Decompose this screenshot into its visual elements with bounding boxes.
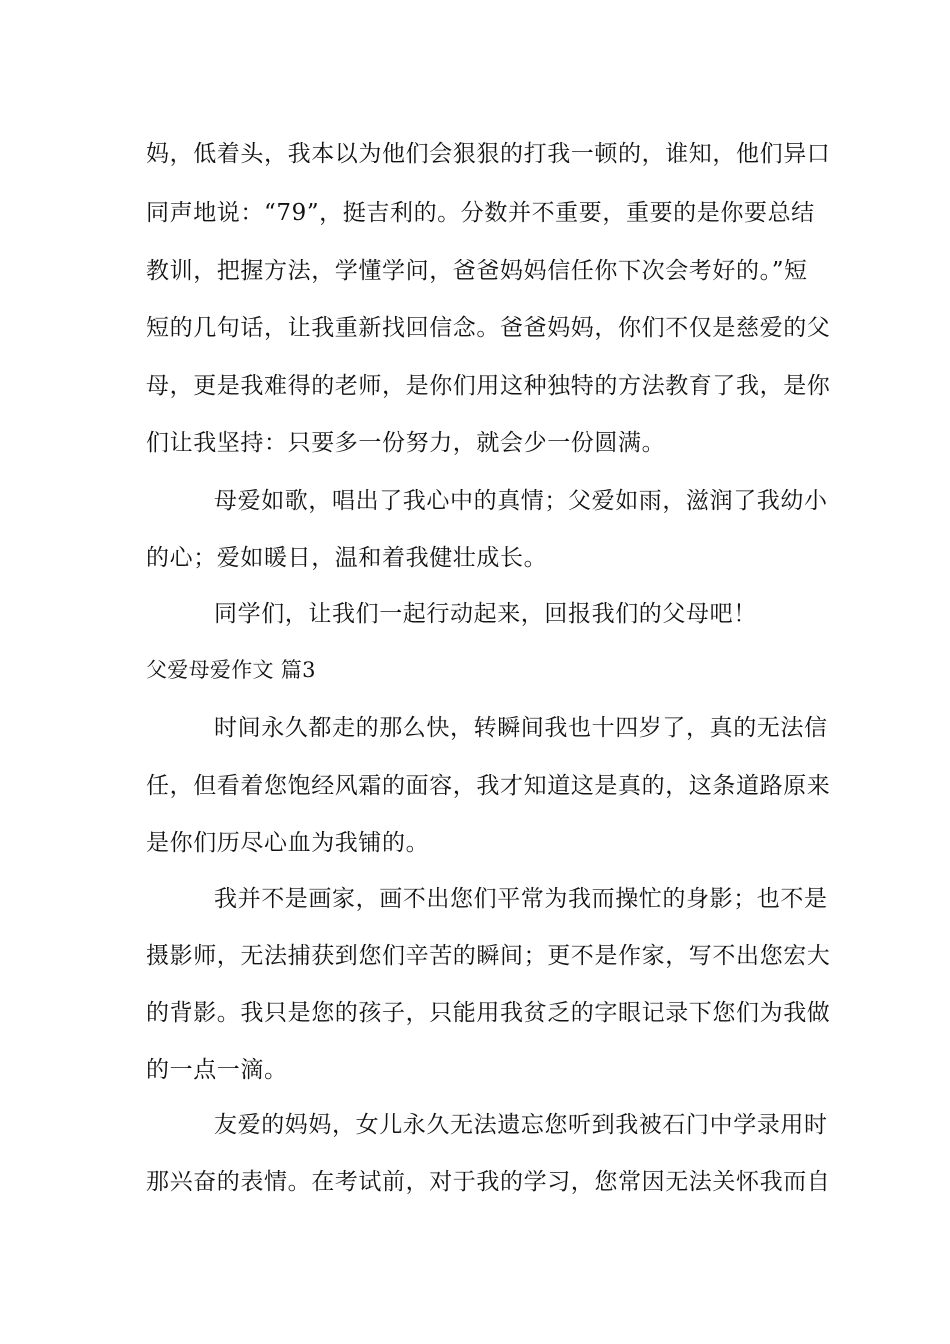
paragraph-2-line-2: 的心；爱如暖日，温和着我健壮成长。 [146,545,548,571]
paragraph-4-line-1: 时间永久都走的那么快，转瞬间我也十四岁了，真的无法信 [214,715,828,741]
paragraph-5-line-1: 我并不是画家，画不出您们平常为我而操忙的身影；也不是 [214,886,828,912]
paragraph-3-line-1: 同学们，让我们一起行动起来，回报我们的父母吧！ [214,601,757,627]
paragraph-6-line-2: 那兴奋的表情。在考试前，对于我的学习，您常因无法关怀我而自 [146,1169,831,1195]
paragraph-6-line-1: 友爱的妈妈，女儿永久无法遗忘您听到我被石门中学录用时 [214,1112,828,1138]
paragraph-1-line-1: 妈，低着头，我本以为他们会狠狠的打我一顿的，谁知，他们异口 [146,141,831,167]
paragraph-5-line-2: 摄影师，无法捕获到您们辛苦的瞬间；更不是作家，写不出您宏大 [146,943,831,969]
paragraph-5-line-4: 的一点一滴。 [146,1057,288,1083]
paragraph-4-line-2: 任，但看着您饱经风霜的面容，我才知道这是真的，这条道路原来 [146,773,831,799]
paragraph-2-line-1: 母爱如歌，唱出了我心中的真情；父爱如雨，滋润了我幼小 [214,488,828,514]
paragraph-1-line-3: 教训，把握方法，学懂学问，爸爸妈妈信任你下次会考好的。”短 [146,258,808,284]
paragraph-5-line-3: 的背影。我只是您的孩子，只能用我贫乏的字眼记录下您们为我做 [146,1000,831,1026]
paragraph-1-line-6: 们让我坚持：只要多一份努力，就会少一份圆满。 [146,430,666,456]
section-heading: 父爱母爱作文 篇3 [146,658,316,682]
paragraph-4-line-3: 是你们历尽心血为我铺的。 [146,830,430,856]
paragraph-1-line-2: 同声地说：“79”，挺吉利的。分数并不重要，重要的是你要总结 [146,200,815,226]
paragraph-1-line-5: 母，更是我难得的老师，是你们用这种独特的方法教育了我，是你 [146,373,831,399]
paragraph-1-line-4: 短的几句话，让我重新找回信念。爸爸妈妈，你们不仅是慈爱的父 [146,315,831,341]
